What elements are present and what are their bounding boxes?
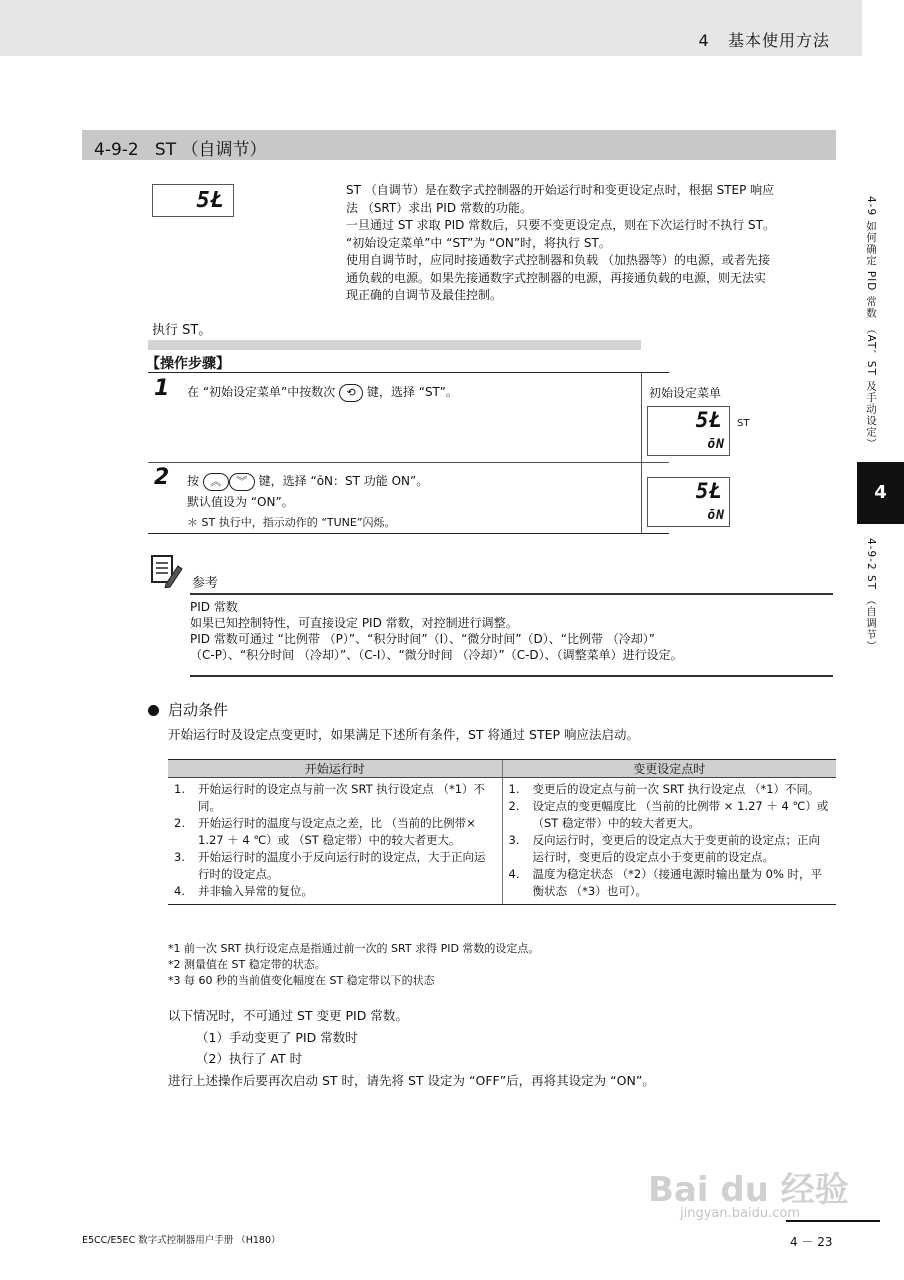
list-item: 3. 开始运行时的温度小于反向运行时的设定点，大于正向运行时的设定点。 bbox=[174, 850, 486, 881]
section-title: 4-9-2 ST （自调节） bbox=[94, 140, 267, 160]
parameter-symbol: 5Ł bbox=[196, 188, 225, 213]
reference-body bbox=[190, 599, 835, 663]
reference-line: PID 常数可通过 “比例带 （P）”、“积分时间”（I）、“微分时间”（D）、“比例带 （冷却）” bbox=[190, 632, 656, 646]
watermark-logo: Bai du 经验 bbox=[648, 1170, 849, 1210]
list-item: 2. 开始运行时的温度与设定点之差，比 （当前的比例带× 1.27 ＋ 4 ℃）或 （ST 稳定带）中的较大者更大。 bbox=[174, 816, 476, 847]
footer-rule bbox=[786, 1220, 880, 1222]
list-item: 1. 开始运行时的设定点与前一次 SRT 执行设定点 （*1）不同。 bbox=[174, 782, 486, 813]
start-run-conditions bbox=[168, 778, 502, 905]
conditions-table bbox=[168, 759, 836, 905]
steps-column-divider bbox=[641, 372, 642, 534]
footnote: *1 前一次 SRT 执行设定点是指通过前一次的 SRT 求得 PID 常数的设定点。 bbox=[168, 942, 540, 955]
step-1-display bbox=[647, 406, 730, 456]
step-number: 2 bbox=[154, 465, 170, 490]
reference-note-icon bbox=[150, 554, 184, 588]
step-2-default: 默认值设为 “ON”。 bbox=[187, 495, 294, 509]
display-bottom-value: ōN bbox=[707, 508, 725, 523]
reference-label: 参考 bbox=[192, 576, 219, 591]
footnote: *3 每 60 秒的当前值变化幅度在 ST 稳定带以下的状态 bbox=[168, 974, 435, 987]
intro-text bbox=[346, 182, 828, 305]
footnote: *2 测量值在 ST 稳定带的状态。 bbox=[168, 958, 326, 971]
list-item: 3. 反向运行时，变更后的设定点大于变更前的设定点；正向运行时，变更后的设定点小于变更前的设定点。 bbox=[508, 833, 820, 864]
procedure-bar bbox=[148, 340, 641, 350]
reference-bottom-rule bbox=[190, 675, 833, 677]
cannot-change-closing: 进行上述操作后要再次启动 ST 时，请先将 ST 设定为 “OFF”后，再将其设定为 “ON”。 bbox=[168, 1073, 655, 1088]
footer-manual-title: E5CC/E5EC 数字式控制器用户手册 （H180） bbox=[82, 1235, 281, 1246]
step-number: 1 bbox=[154, 376, 170, 401]
column-header: 开始运行时 bbox=[168, 760, 502, 778]
steps-divider bbox=[148, 462, 669, 463]
intro-line: “初始设定菜单”中 “ST”为 “ON”时，将执行 ST。 bbox=[346, 235, 611, 250]
reference-top-rule bbox=[190, 593, 833, 595]
menu-label: 初始设定菜单 bbox=[649, 386, 722, 400]
watermark-url: jingyan.baidu.com bbox=[680, 1206, 800, 1221]
display-bottom-value: ōN bbox=[707, 437, 725, 452]
footnotes bbox=[168, 941, 539, 989]
cannot-change-item: （1）手动变更了 PID 常数时 bbox=[196, 1030, 358, 1045]
start-conditions-heading: 启动条件 bbox=[168, 701, 229, 719]
cannot-change-intro: 以下情况时，不可通过 ST 变更 PID 常数。 bbox=[168, 1008, 408, 1023]
bullet-icon bbox=[148, 705, 159, 716]
step-1-instruction bbox=[187, 383, 458, 402]
list-item: 1. 变更后的设定点与前一次 SRT 执行设定点 （*1）不同。 bbox=[508, 782, 820, 796]
intro-line: 现正确的自调节及最佳控制。 bbox=[346, 288, 503, 302]
intro-line: 通负载的电源。如果先接通数字式控制器的电源，再接通负载的电源，则无法实 bbox=[346, 270, 767, 285]
setpoint-change-conditions bbox=[502, 778, 836, 905]
reference-heading: PID 常数 bbox=[190, 600, 238, 614]
sidebar-chapter-label: 4-9 如何确定 PID 常数 （AT、ST 及手动设定） bbox=[865, 196, 877, 450]
column-header: 变更设定点时 bbox=[502, 760, 836, 778]
start-conditions-intro: 开始运行时及设定点变更时，如果满足下述所有条件，ST 将通过 STEP 响应法启动。 bbox=[168, 727, 639, 742]
page-number: 4 － 23 bbox=[790, 1235, 833, 1249]
up-key-icon: ︽ bbox=[203, 473, 229, 491]
procedure-title: 【操作步骤】 bbox=[146, 356, 230, 372]
step-1-text-b: 键，选择 “ST”。 bbox=[366, 385, 458, 399]
list-item: 2. 设定点的变更幅度比 （当前的比例带 × 1.27 ＋ 4 ℃）或 （ST 稳定带）中的较大者更大。 bbox=[508, 799, 829, 830]
step-2-instruction bbox=[187, 472, 428, 491]
intro-line: ST （自调节）是在数字式控制器的开始运行时和变更设定点时，根据 STEP 响应 bbox=[346, 183, 775, 197]
display-top-value: 5Ł bbox=[695, 408, 723, 432]
step-2-text-a: 按 bbox=[187, 474, 200, 488]
reference-line: （C-P）、“积分时间 （冷却）”、（C-I）、“微分时间 （冷却）”（C-D）、（调整菜单）进行设定。 bbox=[190, 648, 683, 662]
intro-line: 法 （SRT）求出 PID 常数的功能。 bbox=[346, 200, 532, 215]
list-item: 4. 温度为稳定状态 （*2）（接通电源时输出量为 0% 时，平衡状态 （*3）也可）。 bbox=[508, 867, 823, 898]
step-2-note: ＊ ST 执行中，指示动作的 “TUNE”闪烁。 bbox=[187, 516, 396, 529]
down-key-icon: ︾ bbox=[229, 473, 255, 491]
step-2-text-b: 键，选择 “ōN：ST 功能 ON”。 bbox=[258, 474, 429, 488]
chapter-tab[interactable]: 4 bbox=[857, 462, 904, 524]
sidebar-section-label: 4-9-2 ST （自调节） bbox=[865, 538, 877, 652]
step-1-text-a: 在 “初始设定菜单”中按数次 bbox=[187, 385, 336, 399]
reference-line: 如果已知控制特性，可直接设定 PID 常数，对控制进行调整。 bbox=[190, 616, 518, 630]
intro-line: 一旦通过 ST 求取 PID 常数后，只要不变更设定点，则在下次运行时不执行 ST。 bbox=[346, 218, 775, 232]
display-top-value: 5Ł bbox=[695, 479, 723, 503]
intro-line: 使用自调节时，应同时接通数字式控制器和负载 （加热器等）的电源，或者先接 bbox=[346, 253, 770, 267]
cannot-change-item: （2）执行了 AT 时 bbox=[196, 1051, 303, 1066]
display-side-label: ST bbox=[737, 418, 750, 429]
cycle-key-icon: ⟲ bbox=[339, 384, 363, 402]
execute-label: 执行 ST。 bbox=[152, 323, 212, 338]
step-2-display bbox=[647, 477, 730, 527]
list-item: 4. 并非输入异常的复位。 bbox=[174, 884, 313, 898]
parameter-display bbox=[152, 184, 234, 217]
chapter-title: 4 基本使用方法 bbox=[698, 31, 830, 50]
